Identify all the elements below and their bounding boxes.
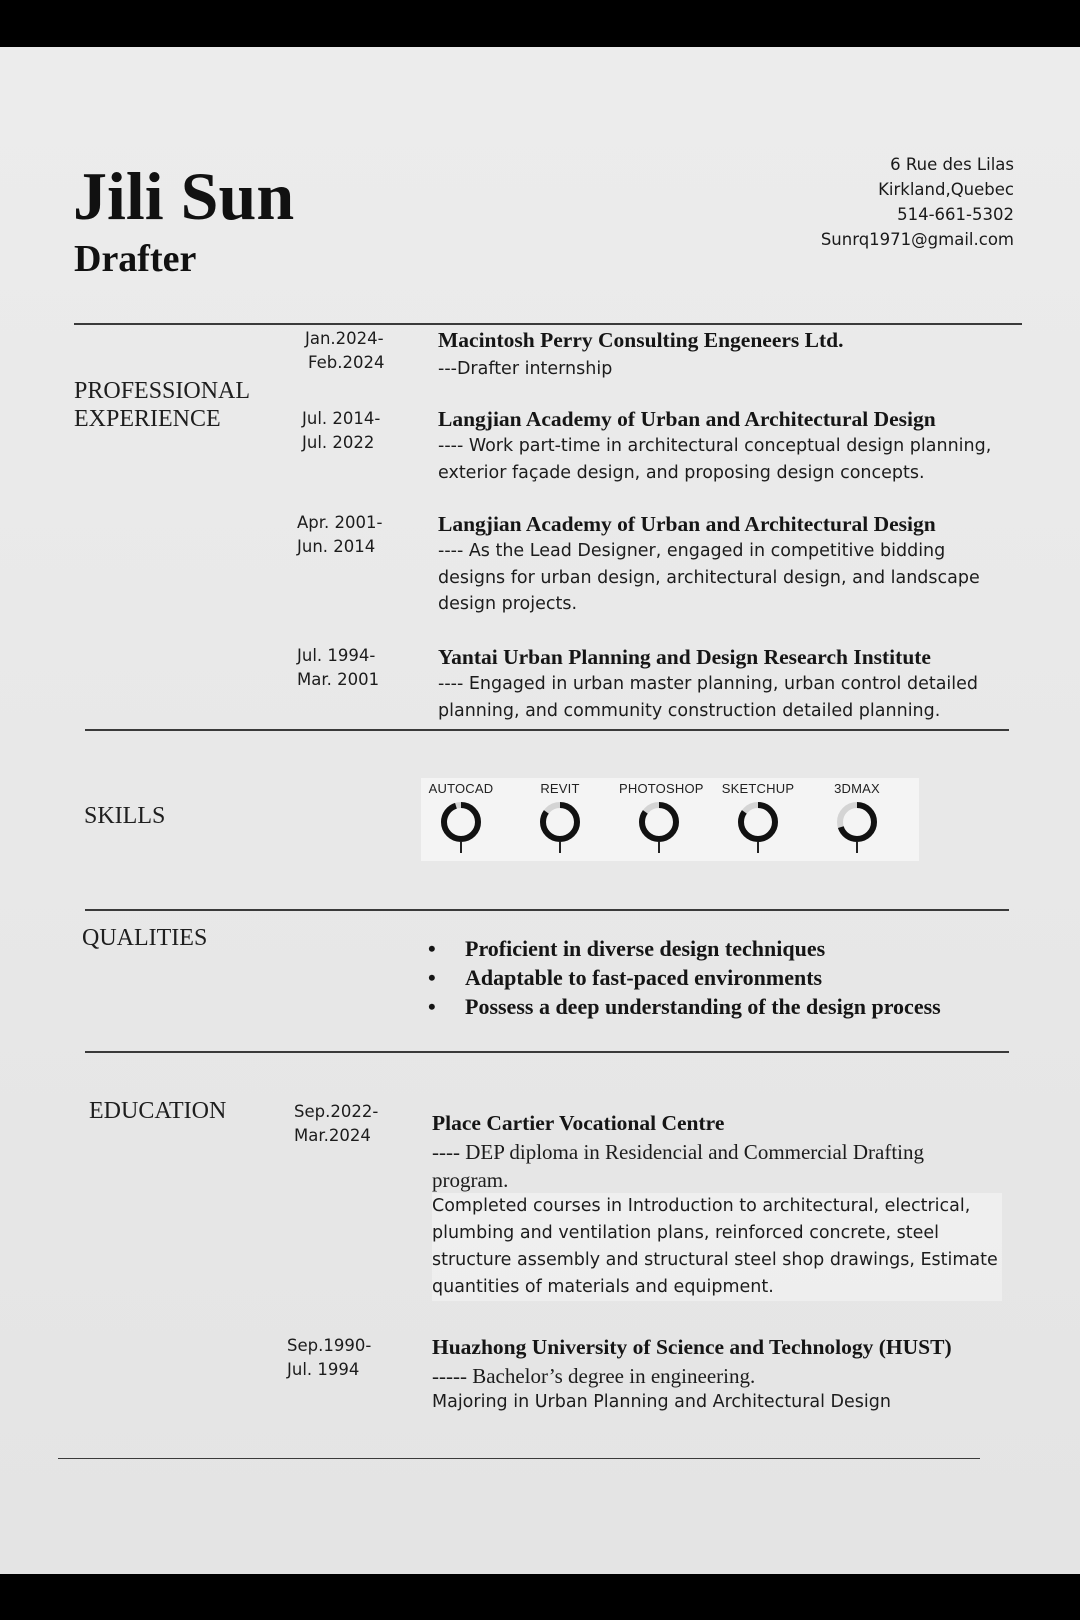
experience-date <box>297 644 379 692</box>
skill-autocad <box>421 778 501 858</box>
degree: ---- DEP diploma in Residencial and Commercial Drafting program. <box>432 1140 925 1192</box>
quality-text: Possess a deep understanding of the design process <box>465 994 941 1019</box>
education-section-title: EDUCATION <box>89 1098 227 1124</box>
date-start: Jul. 2014- <box>302 409 381 428</box>
resume-role: Drafter <box>74 238 197 280</box>
date-end: Mar. 2001 <box>297 670 380 689</box>
date-start: Apr. 2001- <box>297 513 383 532</box>
quality-text: Proficient in diverse design techniques <box>465 936 826 961</box>
experience-section-title <box>74 377 250 433</box>
skill-photoshop <box>619 778 704 858</box>
education-date <box>287 1334 371 1382</box>
divider <box>85 909 1009 911</box>
experience-date <box>297 511 382 559</box>
skill-3dmax <box>817 778 897 858</box>
job-title: Yantai Urban Planning and Design Research Institute <box>438 645 931 669</box>
contact-address: 6 Rue des Lilas <box>890 155 1014 174</box>
quality-item <box>428 934 941 963</box>
degree: ----- Bachelor’s degree in engineering. <box>432 1364 756 1388</box>
job-title: Langjian Academy of Urban and Architectural Design <box>438 512 936 536</box>
qualities-section-title: QUALITIES <box>82 925 208 951</box>
job-description: ---- As the Lead Designer, engaged in competitive bidding designs for urban design, architectural design, and landscape design projects. <box>438 541 980 614</box>
date-start: Jan.2024- <box>305 329 384 348</box>
quality-text: Adaptable to fast-paced environments <box>465 965 823 990</box>
bullet-icon: • <box>428 936 436 961</box>
skill-ring-icon <box>535 800 585 858</box>
skills-chart <box>421 778 919 861</box>
school-name: Place Cartier Vocational Centre <box>432 1111 725 1135</box>
contact-phone: 514-661-5302 <box>897 205 1014 224</box>
divider <box>58 1458 980 1459</box>
experience-title-line1: PROFESSIONAL <box>74 378 251 404</box>
bullet-icon: • <box>428 965 436 990</box>
school-name: Huazhong University of Science and Technology (HUST) <box>432 1335 952 1359</box>
skill-ring-icon <box>733 800 783 858</box>
divider <box>85 729 1009 731</box>
experience-title-line2: EXPERIENCE <box>74 406 221 432</box>
course-description: Completed courses in Introduction to architectural, electrical, plumbing and ventilation plans, reinforced concrete, steel structure assembly and structural steel shop drawings, Estimate quantities of materials and equipment. <box>432 1193 1002 1301</box>
date-end: Jun. 2014 <box>297 537 376 556</box>
skill-level-arc <box>444 805 478 839</box>
skill-ring-icon <box>832 800 882 858</box>
date-end: Feb.2024 <box>308 353 385 372</box>
resume-page <box>0 47 1080 1574</box>
divider <box>85 1051 1009 1053</box>
divider <box>74 323 1022 325</box>
major: Majoring in Urban Planning and Architectural Design <box>432 1392 891 1412</box>
skill-ring-icon <box>436 800 486 858</box>
experience-date <box>302 407 380 455</box>
date-end: Jul. 2022 <box>302 433 375 452</box>
bullet-icon: • <box>428 994 436 1019</box>
skill-revit <box>520 778 600 858</box>
skill-ring-icon <box>634 800 684 858</box>
quality-item <box>428 992 941 1021</box>
quality-item <box>428 963 941 992</box>
date-end: Mar.2024 <box>294 1126 371 1145</box>
skill-label: REVIT <box>540 781 580 796</box>
education-date <box>294 1100 378 1148</box>
date-start: Sep.2022- <box>294 1102 379 1121</box>
date-start: Sep.1990- <box>287 1336 372 1355</box>
job-title: Langjian Academy of Urban and Architectural Design <box>438 407 936 431</box>
skills-section-title: SKILLS <box>84 803 166 829</box>
skill-label: PHOTOSHOP <box>619 781 704 796</box>
date-end: Jul. 1994 <box>287 1360 360 1379</box>
contact-block <box>821 152 1014 252</box>
skill-label: AUTOCAD <box>428 781 494 796</box>
job-description: ---- Work part-time in architectural conceptual design planning, exterior façade design, and proposing design concepts. <box>438 436 992 483</box>
contact-email[interactable]: Sunrq1971@gmail.com <box>820 230 1014 249</box>
job-description: ---- Engaged in urban master planning, urban control detailed planning, and community construction detailed planning. <box>438 674 979 721</box>
resume-name: Jili Sun <box>73 158 295 234</box>
job-description: ---Drafter internship <box>438 359 613 379</box>
skill-sketchup <box>718 778 798 858</box>
date-start: Jul. 1994- <box>297 646 376 665</box>
job-title: Macintosh Perry Consulting Engeneers Ltd. <box>438 328 844 352</box>
experience-date <box>305 327 384 375</box>
contact-city: Kirkland,Quebec <box>878 180 1014 199</box>
skill-label: SKETCHUP <box>721 781 795 796</box>
skill-label: 3DMAX <box>834 781 880 796</box>
qualities-list <box>428 934 941 1021</box>
